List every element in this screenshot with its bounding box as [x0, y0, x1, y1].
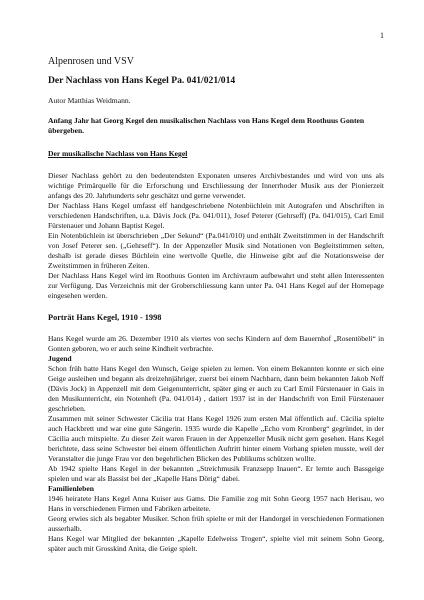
section-title-portrait: Porträt Hans Kegel, 1910 - 1998 [48, 313, 162, 322]
page-number: 1 [380, 31, 384, 40]
paragraph: Der Nachlass Hans Kegel umfasst elf handgeschriebene Notenbüchlein mit Autografen und Abschriften in verschiedenen Handschriften, u.a. Dävis Jock (Pa. 041/011), Josef Peterer (Gehrseff) (Pa. 041/015), Carl Emil Fürstenauer und Johann Baptist Kegel. [48, 201, 384, 230]
lead-paragraph: Anfang Jahr hat Georg Kegel den musikalischen Nachlass von Hans Kegel dem Roothuus Gonten übergeben. [48, 116, 365, 135]
paragraph: Hans Kegel wurde am 26. Dezember 1910 als viertes von sechs Kindern auf dem Bauernhof „Rosentöbeli“ in Gonten geboren, wo er auch seine Kindheit verbrachte. [48, 334, 384, 353]
document-body [48, 56, 384, 554]
paragraph: Ab 1942 spielte Hans Kegel in der bekannten „Streichmusik Franzsepp Inauen“. Er lernte auch Bassgeige spielen und war als Bassist bei der „Kapelle Hans Dörig“ dabei. [48, 464, 384, 483]
paragraph: Schon früh hatte Hans Kegel den Wunsch, Geige spielen zu lernen. Von einem Bekannten konnte er sich eine Geige ausleihen und begann als dreizehnjähriger, zuerst bei einem Nachbarn, dann beim bekannten Jakob Neff (Dävis Jock) in Appenzell mit dem Geigenunterricht, später ging er auch zu Carl Emil Fürstenauer in Gais in den Musikunterricht, ein Notenheft (Pa. 041/014) , datiert 1937 ist in der Handschrift von Emil Fürstenauer geschrieben. [48, 364, 384, 413]
author-line: Autor Matthias Weidmann. [48, 96, 131, 105]
paragraph: Zusammen mit seiner Schwester Cäcilia trat Hans Kegel 1926 zum ersten Mal öffentlich auf. Cäcilia spielte auch Hackbrett und war eine gute Sängerin. 1935 wurde die Kapelle „Echo vom Kronberg“ gegründet, in der Cäcilia auch mitspielte. Zu dieser Zeit waren Frauen in der Appenzeller Musik nicht gern gesehen. Hans Kegel berichtete, dass seine Schwester bei einem öffentlichen Auftritt hinter einem Vorhang spielen musste, weil der Veranstalter die junge Frau vor den begehrlichen Blicken des Publikums schützen wollte. [48, 414, 384, 463]
document-header: Alpenrosen und VSV [48, 56, 134, 67]
paragraph: Dieser Nachlass gehört zu den bedeutendsten Exponaten unseres Archivbestandes und wird von uns als wichtige Primärquelle für die Erforschung und Erschliessung der Innerrhoder Musik aus der Pionierzeit anfangs des 20. Jahrhunderts sehr geschätzt und gerne verwendet. [48, 171, 384, 200]
document-title: Der Nachlass von Hans Kegel Pa. 041/021/014 [48, 75, 236, 86]
paragraph: Hans Kegel war Mitglied der bekannten „Kapelle Edelweiss Trogen“, spielte viel mit seinem Sohn Georg, später auch mit Grosskind Anita, die Geige spielt. [48, 534, 384, 553]
paragraph: Der Nachlass Hans Kegel wird im Roothuus Gonten im Archivraum aufbewahrt und steht allen Interessenten zur Verfügung. Das Verzeichnis mit der Groberschliessung kann unter Pa. 041 Hans Kegel auf der Homepage eingesehen werden. [48, 271, 384, 300]
subheading-jugend: Jugend [48, 354, 72, 363]
section-heading-nachlass: Der musikalische Nachlass von Hans Kegel [48, 149, 188, 158]
subheading-familienleben: Familienleben [48, 484, 94, 493]
paragraph: Ein Notenbüchlein ist überschrieben „Der Sekund“ (Pa.041/010) und enthält Zweitstimmen in der Handschrift von Josef Peterer sen. („Gehrseff“). In der Appenzeller Musik sind Notationen von Begleitstimmen selten, deshalb ist gerade dieses Büchlein eine wertvolle Quelle, die Hinweise gibt auf die Notationsweise der Zweitstimmen in früheren Zeiten. [48, 231, 384, 270]
paragraph: 1946 heiratete Hans Kegel Anna Kuiser aus Gams. Die Familie zog mit Sohn Georg 1957 nach Herisau, wo Hans in verschiedenen Firmen und Fabriken arbeitete. [48, 494, 384, 513]
paragraph: Georg erwies sich als begabter Musiker. Schon früh spielte er mit der Handorgel in verschiedenen Formationen ausserhalb. [48, 514, 384, 533]
